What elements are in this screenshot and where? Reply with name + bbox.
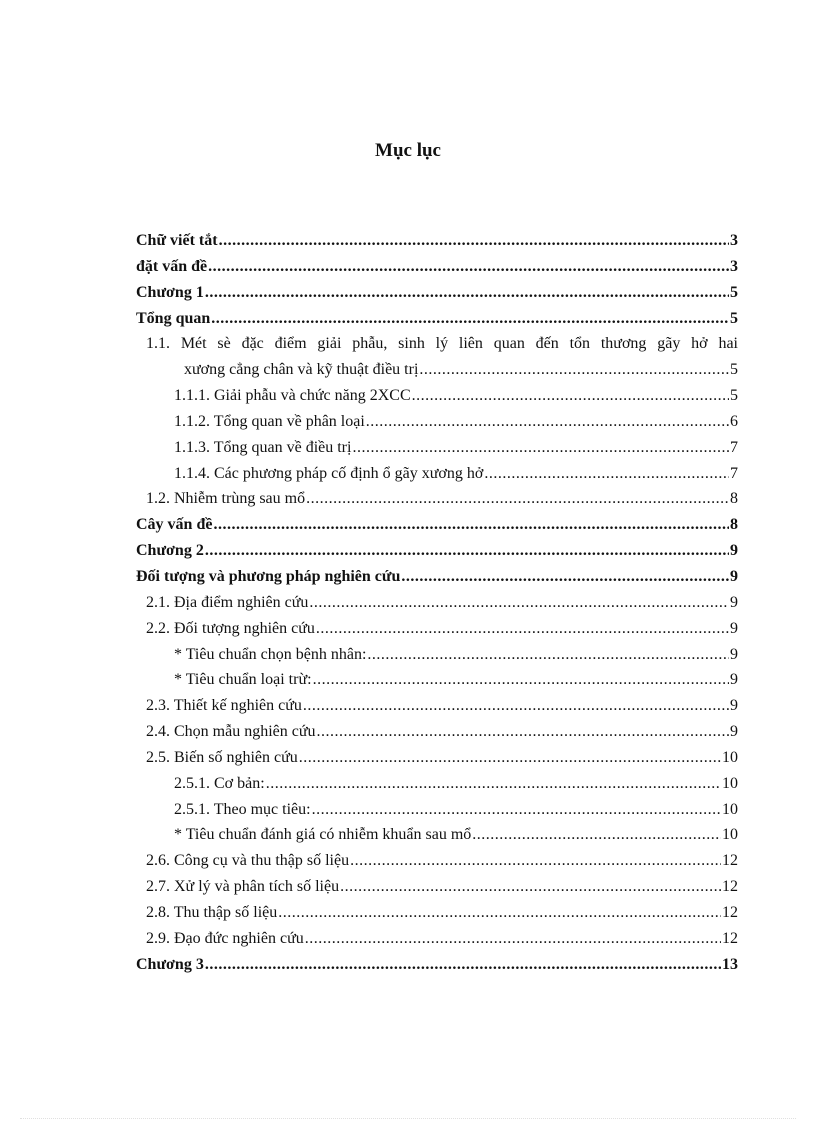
toc-entry[interactable] <box>136 512 738 538</box>
dot-leader <box>278 900 721 926</box>
dot-leader <box>350 848 721 874</box>
toc-page-number: 3 <box>730 257 738 275</box>
dot-leader <box>366 409 729 435</box>
toc-entry[interactable] <box>136 874 738 900</box>
dot-leader <box>213 512 729 538</box>
dot-leader <box>208 254 729 280</box>
toc-page-number: 9 <box>730 619 738 637</box>
toc-entry[interactable] <box>136 254 738 280</box>
dot-leader <box>299 745 721 771</box>
toc-entry[interactable] <box>136 280 738 306</box>
toc-entry-text: Chương 3 <box>136 955 204 973</box>
toc-entry[interactable] <box>136 409 738 435</box>
dot-leader <box>412 383 729 409</box>
dot-leader <box>205 280 729 306</box>
toc-page-number: 12 <box>722 929 738 947</box>
toc-page-number: 10 <box>722 826 738 844</box>
dot-leader <box>303 693 729 719</box>
toc-entry-text: Đối tượng và phương pháp nghiên cứu <box>136 567 401 585</box>
dot-leader <box>211 306 729 332</box>
toc-page-number: 5 <box>730 283 738 301</box>
toc-entry-text: 2.6. Công cụ và thu thập số liệu <box>146 852 350 870</box>
toc-entry-text: * Tiêu chuẩn loại trừ: <box>174 671 312 689</box>
toc-entry[interactable] <box>136 383 738 409</box>
toc-entry-text: 2.8. Thu thập số liệu <box>146 903 278 921</box>
toc-entry-text: 2.5.1. Cơ bản: <box>174 774 265 792</box>
toc-page-number: 9 <box>730 645 738 663</box>
toc-entry-text: 2.2. Đối tượng nghiên cứu <box>146 619 315 637</box>
toc-entry-text-continued: xương cẳng chân và kỹ thuật điều trị <box>184 361 419 379</box>
toc-page-number: 7 <box>730 464 738 482</box>
dot-leader <box>312 797 721 823</box>
toc-page-number: 8 <box>730 490 738 508</box>
toc-entry[interactable] <box>136 590 738 616</box>
toc-entry-text: 1.1.2. Tổng quan về phân loại <box>174 412 365 430</box>
toc-entry[interactable] <box>136 822 738 848</box>
page-bottom-edge <box>20 1118 796 1119</box>
toc-entry[interactable] <box>136 331 738 383</box>
toc-entry-text: 1.1. Mét sè đặc điểm giải phẫu, sinh lý liên quan đến tổn thương gãy hở hai <box>146 335 738 353</box>
toc-entry-text: Chương 1 <box>136 283 204 301</box>
dot-leader <box>205 538 729 564</box>
toc-entry[interactable] <box>136 719 738 745</box>
toc-entry-text: * Tiêu chuẩn chọn bệnh nhân: <box>174 645 367 663</box>
toc-page-number: 5 <box>730 309 738 327</box>
dot-leader <box>219 228 729 254</box>
toc-page-number: 5 <box>730 387 738 405</box>
toc-page-number: 7 <box>730 438 738 456</box>
toc-entry-text: Cây vấn đề <box>136 516 213 534</box>
toc-entry-text: 2.5. Biến số nghiên cứu <box>146 748 298 766</box>
toc-entry-text: 2.9. Đạo đức nghiên cứu <box>146 929 304 947</box>
toc-entry[interactable] <box>136 306 738 332</box>
toc-entry-text: Tổng quan <box>136 309 211 327</box>
toc-page-number: 9 <box>730 593 738 611</box>
dot-leader <box>305 926 721 952</box>
toc-entry[interactable] <box>136 693 738 719</box>
toc-page-number: 9 <box>730 567 738 585</box>
toc-page-number: 12 <box>722 852 738 870</box>
toc-entry[interactable] <box>136 745 738 771</box>
toc-entry[interactable] <box>136 564 738 590</box>
toc-page-number: 9 <box>730 697 738 715</box>
toc-entry-text: 2.1. Địa điểm nghiên cứu <box>146 593 309 611</box>
toc-entry[interactable] <box>136 461 738 487</box>
dot-leader <box>306 486 729 512</box>
toc-page-number: 10 <box>722 800 738 818</box>
toc-entry[interactable] <box>136 771 738 797</box>
toc-entry[interactable] <box>136 797 738 823</box>
dot-leader <box>367 642 729 668</box>
toc-entry[interactable] <box>136 616 738 642</box>
dot-leader <box>419 357 729 383</box>
toc-entry-text: * Tiêu chuẩn đánh giá có nhiễm khuẩn sau mổ <box>174 826 472 844</box>
toc-entry[interactable] <box>136 642 738 668</box>
dot-leader <box>317 719 729 745</box>
toc-page-number: 10 <box>722 774 738 792</box>
toc-entry-text: 1.1.1. Giải phẫu và chức năng 2XCC <box>174 387 411 405</box>
dot-leader <box>205 952 721 978</box>
dot-leader <box>313 667 729 693</box>
toc-entry-text: 2.7. Xử lý và phân tích số liệu <box>146 878 340 896</box>
dot-leader <box>472 822 721 848</box>
toc-entry[interactable] <box>136 435 738 461</box>
toc-entry-text: đặt vấn đề <box>136 257 208 275</box>
page-title: Mục lục <box>375 140 441 161</box>
toc-page-number: 13 <box>722 955 738 973</box>
dot-leader <box>316 616 729 642</box>
toc-entry-text: Chữ viết tắt <box>136 232 218 249</box>
dot-leader <box>266 771 721 797</box>
toc-entry[interactable] <box>136 952 738 978</box>
dot-leader <box>401 564 729 590</box>
dot-leader <box>352 435 729 461</box>
dot-leader <box>309 590 729 616</box>
toc-entry[interactable] <box>136 667 738 693</box>
toc-page-number: 9 <box>730 723 738 741</box>
toc-entry[interactable] <box>136 228 738 254</box>
toc-entry-text: Chương 2 <box>136 542 204 560</box>
toc-entry[interactable] <box>136 486 738 512</box>
toc-entry-text: 1.1.4. Các phương pháp cố định ổ gãy xương hở <box>174 464 484 482</box>
toc-entry-text: 1.1.3. Tổng quan về điều trị <box>174 438 352 456</box>
dot-leader <box>484 461 729 487</box>
toc-page-number: 12 <box>722 878 738 896</box>
toc-entry[interactable] <box>136 926 738 952</box>
toc-page-number: 9 <box>730 671 738 689</box>
toc-entry-text: 2.4. Chọn mẫu nghiên cứu <box>146 723 316 741</box>
toc-page-number: 3 <box>730 232 738 249</box>
dot-leader <box>340 874 721 900</box>
toc-page-number: 5 <box>730 361 738 379</box>
toc-entry[interactable] <box>136 538 738 564</box>
toc-entry[interactable] <box>136 900 738 926</box>
toc-page-number: 6 <box>730 412 738 430</box>
toc-entry-text: 1.2. Nhiễm trùng sau mổ <box>146 490 306 508</box>
table-of-contents <box>136 228 738 977</box>
toc-page-number: 12 <box>722 903 738 921</box>
toc-entry-text: 2.3. Thiết kế nghiên cứu <box>146 697 302 715</box>
toc-entry-text: 2.5.1. Theo mục tiêu: <box>174 800 311 818</box>
toc-page-number: 9 <box>730 542 738 560</box>
toc-page-number: 8 <box>730 516 738 534</box>
toc-entry[interactable] <box>136 848 738 874</box>
toc-page-number: 10 <box>722 748 738 766</box>
